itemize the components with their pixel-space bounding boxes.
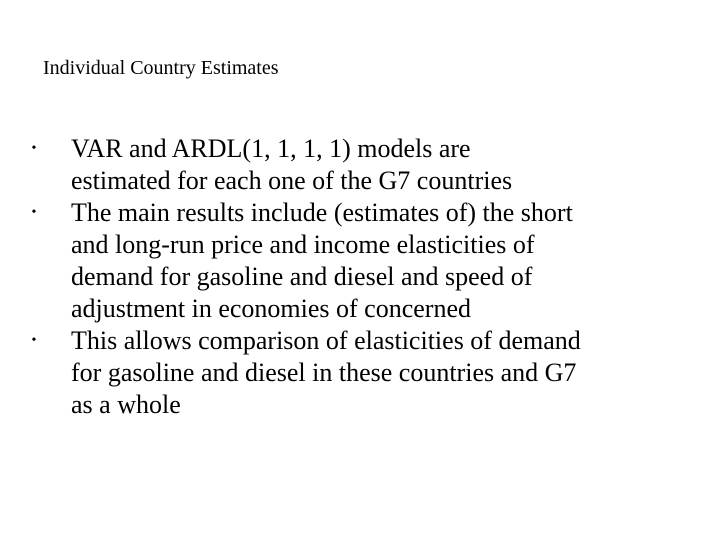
- bullet-item: [0, 133, 720, 197]
- bullet-icon: •: [31, 333, 37, 348]
- bullet-item: [0, 325, 720, 421]
- bullet-text-line: estimated for each one of the G7 countries: [71, 166, 513, 195]
- bullet-icon: •: [31, 205, 37, 220]
- bullet-text-line: demand for gasoline and diesel and speed of: [71, 262, 533, 291]
- bullet-text-line: and long-run price and income elasticities of: [71, 230, 535, 259]
- bullet-text-line: as a whole: [71, 390, 181, 419]
- bullet-text-line: The main results include (estimates of) the short: [71, 198, 573, 227]
- bullet-item: [0, 197, 720, 325]
- bullet-text-line: This allows comparison of elasticities of demand: [71, 326, 581, 355]
- bullet-text-line: VAR and ARDL(1, 1, 1, 1) models are: [71, 134, 471, 163]
- bullet-list: [0, 133, 720, 421]
- slide-title: Individual Country Estimates: [43, 57, 279, 79]
- bullet-text-line: for gasoline and diesel in these countries and G7: [71, 358, 577, 387]
- bullet-text-line: adjustment in economies of concerned: [71, 294, 471, 323]
- bullet-icon: •: [31, 141, 37, 156]
